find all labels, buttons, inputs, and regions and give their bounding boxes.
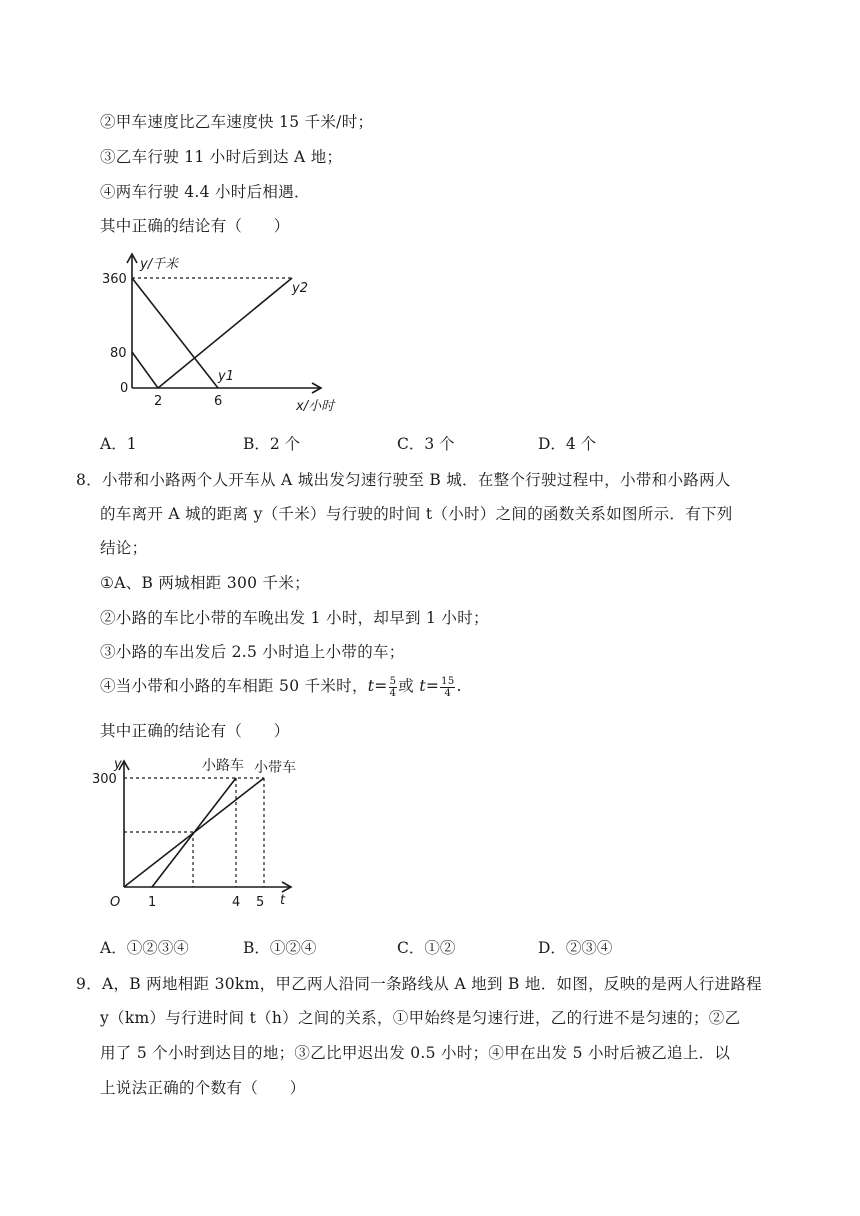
q7-x-tick-2: 2 <box>154 394 163 409</box>
q7-series-y1-label: y1 <box>218 369 234 384</box>
q7-x-tick-6: 6 <box>214 394 223 409</box>
q7-line-y1 <box>132 278 218 388</box>
q8-number: 8． <box>76 471 102 489</box>
q9-line-2: y（km）与行进时间 t（h）之间的关系，①甲始终是匀速行进，乙的行进不是匀速的；②乙 <box>100 1009 741 1027</box>
q8-origin-label: O <box>110 895 121 910</box>
q7-y-tick-360: 360 <box>102 272 127 287</box>
q8-choice-d[interactable]: D．②③④ <box>538 939 613 957</box>
q7-statement-4: ④两车行驶 4.4 小时后相遇． <box>100 183 310 201</box>
q8-fraction-2: $\frac{15}{4}$ <box>441 675 455 699</box>
q8-prompt: 其中正确的结论有（ ） <box>100 722 290 740</box>
q9-line-4: 上说法正确的个数有（ ） <box>100 1079 306 1097</box>
q8-y-axis-label: y <box>114 757 122 772</box>
q9-text-1: A，B 两地相距 30km，甲乙两人沿同一条路线从 A 地到 B 地．如图，反映的是两人行进路程 <box>101 975 762 993</box>
q8-x-tick-4: 4 <box>232 895 241 910</box>
q8-graph <box>90 752 310 912</box>
q7-y-axis-label: y/千米 <box>140 257 179 272</box>
q7-x-axis-label: x/小时 <box>296 399 335 414</box>
q8-choice-b[interactable]: B．①②④ <box>243 939 317 957</box>
q8-line-xiaolu <box>152 778 236 887</box>
q7-graph <box>100 248 360 416</box>
q9-line-3: 用了 5 个小时到达目的地；③乙比甲迟出发 0.5 小时；④甲在出发 5 小时后被乙追上．以 <box>100 1044 731 1062</box>
q7-prompt: 其中正确的结论有（ ） <box>100 217 290 235</box>
q8-text-1: 小带和小路两个人开车从 A 城出发匀速行驶至 B 城．在整个行驶过程中，小带和小路两人 <box>101 471 731 489</box>
q8-choice-c[interactable]: C．①② <box>397 939 456 957</box>
q8-s4-t1: t= <box>367 677 388 695</box>
q8-x-tick-5: 5 <box>256 895 265 910</box>
q8-s4-prefix: ④当小带和小路的车相距 50 千米时， <box>100 677 368 695</box>
q7-line-y2-a <box>132 352 158 388</box>
q7-y-tick-0: 0 <box>120 381 129 396</box>
q8-x-axis-label: t <box>280 893 286 908</box>
q8-x-tick-1: 1 <box>148 895 157 910</box>
q9-number: 9． <box>76 975 102 993</box>
q7-y-tick-80: 80 <box>110 346 127 361</box>
q7-series-y2-label: y2 <box>292 281 308 296</box>
q9-line-1 <box>76 972 762 994</box>
q7-choice-d[interactable]: D．4 个 <box>538 435 597 453</box>
q8-line-1 <box>76 468 731 490</box>
q7-choice-c[interactable]: C．3 个 <box>397 435 455 453</box>
q7-choice-b[interactable]: B．2 个 <box>243 435 301 453</box>
q7-statement-3: ③乙车行驶 11 小时后到达 A 地； <box>100 148 343 166</box>
q8-statement-3: ③小路的车出发后 2.5 小时追上小带的车； <box>100 643 405 661</box>
q8-s4-t2: t= <box>419 677 440 695</box>
q8-statement-1: ①A、B 两城相距 300 千米； <box>100 574 310 592</box>
q8-statement-2: ②小路的车比小带的车晚出发 1 小时，却早到 1 小时； <box>100 609 489 627</box>
q8-line-3: 结论； <box>100 539 148 557</box>
q7-statement-2: ②甲车速度比乙车速度快 15 千米/时； <box>100 113 374 131</box>
q8-line-2: 的车离开 A 城的距离 y（千米）与行驶的时间 t（小时）之间的函数关系如图所示．有下列 <box>100 505 733 523</box>
q8-series-xiaolu-label: 小路车 <box>202 758 244 774</box>
q8-choice-a[interactable]: A．①②③④ <box>100 939 189 957</box>
q8-statement-4: ④当小带和小路的车相距 50 千米时，t= $\frac{5}{4}$ 或 t= $\frac{15}{4}$ . <box>100 675 462 699</box>
q7-choice-a[interactable]: A．1 <box>100 435 137 453</box>
q8-fraction-1: $\frac{5}{4}$ <box>389 675 397 699</box>
q8-s4-or: 或 <box>398 677 415 695</box>
q8-series-xiaodai-label: 小带车 <box>254 760 296 776</box>
q8-y-tick-300: 300 <box>92 772 117 787</box>
